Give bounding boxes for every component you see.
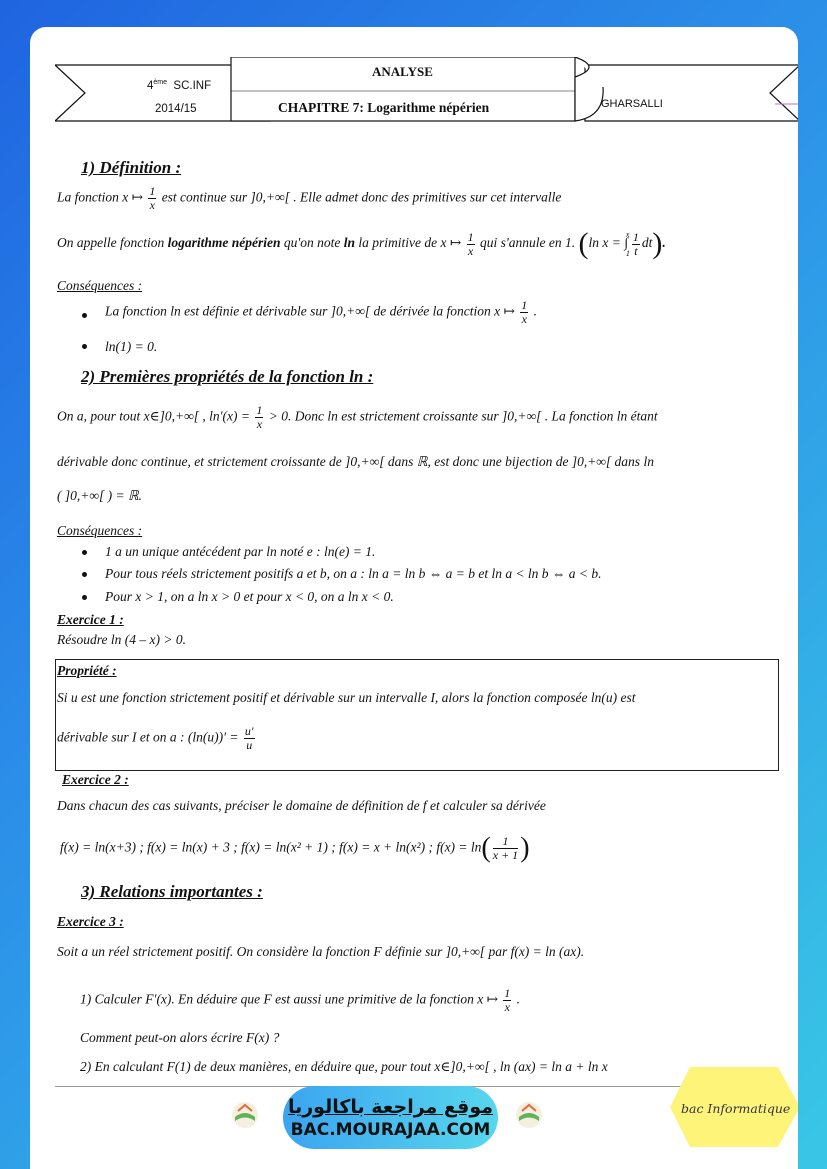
document-page	[30, 27, 798, 1169]
school-year: 2014/15	[155, 103, 197, 115]
exercise-3-question-2: 2) En calculant F(1) de deux manières, en déduire que, pour tout x∈]0,+∞[ , ln (ax) = ln a + ln x	[80, 1059, 608, 1074]
consequence-4: Pour tous réels strictement positifs a et b, on a : ln a = ln b ⇔ a = b et ln a < ln b ⇔ a < b.	[105, 566, 602, 581]
exercise-3-text: Soit a un réel strictement positif. On considère la fonction F définie sur ]0,+∞[ par f(x) = ln (ax).	[57, 944, 585, 959]
section-3-title: 3) Relations importantes :	[81, 882, 263, 901]
site-url[interactable]: BAC.MOURAJAA.COM	[290, 1120, 491, 1140]
properties-line-3: ( ]0,+∞[ ) = ℝ.	[57, 488, 143, 503]
consequences-heading-2: Conséquences :	[57, 523, 143, 538]
exercise-3-question-1b: Comment peut-on alors écrire F(x) ?	[80, 1030, 280, 1045]
site-banner[interactable]	[283, 1086, 498, 1149]
bullet-icon	[82, 344, 87, 349]
exercise-2-title: Exercice 2 :	[62, 772, 129, 787]
consequence-1: La fonction ln est définie et dérivable sur ]0,+∞[ de dérivée la fonction x ↦ $\frac{1}{x}$ .	[105, 298, 537, 326]
section-2-title: 2) Premières propriétés de la fonction ln :	[81, 367, 374, 386]
bullet-icon	[82, 313, 87, 318]
bullet-icon	[82, 572, 87, 577]
bullet-icon	[82, 550, 87, 555]
property-title: Propriété :	[57, 663, 117, 678]
author-name: GHARSALLI	[601, 98, 663, 110]
properties-line-1: On a, pour tout x∈]0,+∞[ , ln′(x) = $\frac{1}{x}$ > 0. Donc ln est strictement croissante sur ]0,+∞[ . La fonction ln étant	[57, 403, 658, 431]
site-name-arabic: موقع مراجعة باكالوريا	[287, 1096, 494, 1118]
properties-line-2: dérivable donc continue, et strictement croissante de ]0,+∞[ dans ℝ, est donc une bijection de ]0,+∞[ dans ln	[57, 454, 654, 469]
exercise-1-text: Résoudre ln (4 – x) > 0.	[57, 632, 186, 647]
level-label: 4ème SC.INF	[147, 79, 212, 92]
badge-text: bac Informatique	[681, 1101, 791, 1116]
chapter-title: CHAPITRE 7: Logarithme népérien	[278, 100, 490, 115]
property-box	[55, 659, 779, 771]
exercise-1-title: Exercice 1 :	[57, 612, 124, 627]
consequence-2: ln(1) = 0.	[105, 339, 158, 354]
property-line-1: Si u est une fonction strictement positif et dérivable sur un intervalle I, alors la fonction composée ln(u) est	[57, 690, 636, 705]
exercise-2-text: Dans chacun des cas suivants, préciser le domaine de définition de f et calculer sa dérivée	[57, 798, 546, 813]
consequence-5: Pour x > 1, on a ln x > 0 et pour x < 0, on a ln x < 0.	[105, 589, 394, 604]
property-line-2: dérivable sur I et on a : (ln(u))′ = $\frac{u'}{u}$	[57, 724, 254, 752]
subject-title: ANALYSE	[372, 64, 433, 79]
exercise-2-functions: f(x) = ln(x+3) ; f(x) = ln(x) + 3 ; f(x) = ln(x² + 1) ; f(x) = x + ln(x²) ; f(x) = ln( $\frac{1}{x + 1}$ )	[60, 832, 530, 864]
exercise-3-question-1: 1) Calculer F′(x). En déduire que F est aussi une primitive de la fonction x ↦ $\frac{1}{x}$ .	[80, 986, 521, 1014]
definition-line-1: La fonction x ↦ $\frac{1}{x}$ est continue sur ]0,+∞[ . Elle admet donc des primitives sur cet intervalle	[57, 184, 562, 212]
section-1-title: 1) Définition :	[81, 158, 182, 177]
consequence-3: 1 a un unique antécédent par ln noté e : ln(e) = 1.	[105, 544, 376, 559]
exercise-3-title: Exercice 3 :	[57, 914, 124, 929]
bullet-icon	[82, 595, 87, 600]
book-logo-icon	[514, 1097, 544, 1131]
definition-line-2: On appelle fonction logarithme népérien qu'on note ln la primitive de x ↦ $\frac{1}{x}$ qui s'annule en 1. (ln x = ∫ x 1 $\frac{1}{t}$ dt).	[57, 227, 666, 260]
consequences-heading-1: Conséquences :	[57, 278, 143, 293]
book-logo-icon	[230, 1097, 260, 1131]
